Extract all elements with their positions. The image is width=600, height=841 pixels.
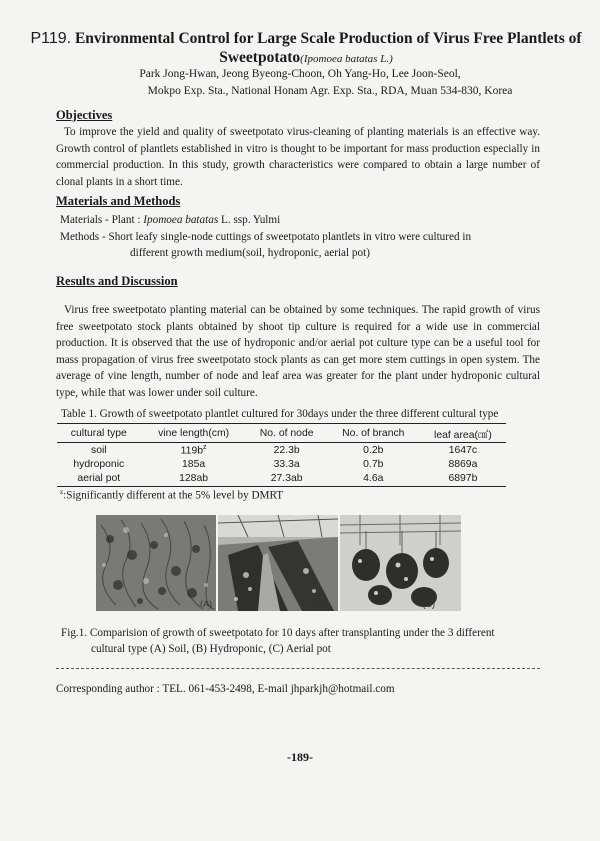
photo-soil-image	[96, 515, 216, 611]
table-cell: 128ab	[141, 472, 247, 487]
methods-label: Methods	[60, 231, 100, 243]
growth-table	[57, 423, 506, 487]
materials-rest: L. ssp. Yulmi	[218, 214, 281, 226]
paper-title	[26, 29, 586, 69]
figure-caption	[61, 625, 541, 657]
col-header-cultural-type: cultural type	[57, 424, 141, 443]
table-cell: 4.6a	[327, 472, 420, 487]
col-header-nodes: No. of node	[247, 424, 327, 443]
panel-label-c: (C)	[422, 599, 435, 609]
photo-aerial-pot-image	[340, 515, 461, 611]
materials-line	[60, 212, 540, 228]
methods-line	[60, 229, 540, 245]
table-cell: 6897b	[420, 472, 506, 487]
objectives-heading: Objectives	[56, 108, 113, 122]
materials-label: Materials	[60, 214, 103, 226]
table-cell	[141, 443, 247, 459]
title-latin-name: (Ipomoea batatas L.)	[300, 53, 393, 65]
table-cell: 33.3a	[273, 459, 300, 471]
table-cell: hydroponic	[73, 459, 125, 471]
table-cell-value: 119b	[180, 445, 203, 457]
table-cell: 185a	[182, 459, 206, 471]
table-header-row	[57, 424, 506, 443]
table-row	[57, 458, 506, 472]
table-cell: 1647c	[448, 444, 478, 456]
results-text: Virus free sweetpotato planting material can be obtained by some techniques. The rapid growth of virus free sweetpotato stock plants obtained by shoot tip culture is required for a wide use in commercial production. It is observed that the use of hydroponic and/or aerial pot culture type can be a useful tool for mass propagation of virus free sweetpotato stock plants as can get more stem cuttings in open system. The average of vine length, number of node and leaf area was greater for the plant under hydroponic cultural type, while that was lower under soil culture.	[56, 304, 540, 399]
figure-caption-line1: Fig.1. Comparision of growth of sweetpotato for 10 days after transplanting under the 3 different	[61, 627, 495, 639]
table-cell: 27.3ab	[247, 472, 327, 487]
photo-hydroponic	[218, 515, 338, 611]
footer-divider	[56, 668, 540, 669]
col-header-leaf-area: leaf area(㎠)	[420, 424, 506, 443]
photo-soil	[96, 515, 216, 611]
title-line2: Sweetpotato	[219, 49, 301, 66]
table-caption: Table 1. Growth of sweetpotato plantlet cultured for 30days under the three different cultural type	[61, 408, 499, 420]
authors: Park Jong-Hwan, Jeong Byeong-Choon, Oh Yang-Ho, Lee Joon-Seol,	[139, 68, 461, 80]
table-footnote	[60, 488, 283, 502]
table-row	[57, 472, 506, 487]
affiliation: Mokpo Exp. Sta., National Honam Agr. Exp. Sta., RDA, Muan 534-830, Korea	[147, 85, 513, 97]
table-cell: 22.3b	[273, 444, 300, 456]
col-header-vine-length: vine length(cm)	[141, 424, 247, 443]
figure-photos	[96, 515, 461, 611]
footnote-text: :Significantly different at the 5% level by DMRT	[63, 489, 284, 502]
objectives-text: To improve the yield and quality of sweetpotato virus-cleaning of planting materials is an effective way. Growth control of plantlets established in vitro is thought to be important for mass production especially in commercial production. In this study, growth characteristics were compared to obtain a large number of clonal plants in a short time.	[56, 126, 540, 188]
footnote-mark: z	[60, 488, 64, 496]
results-heading: Results and Discussion	[56, 274, 178, 288]
methods-line1: Short leafy single-node cuttings of sweetpotato plantlets in vitro were cultured in	[108, 231, 472, 243]
materials-heading: Materials and Methods	[56, 194, 181, 208]
photo-hydroponic-image	[218, 515, 338, 611]
table-cell: aerial pot	[57, 472, 141, 487]
materials-separator: - Plant :	[102, 214, 144, 226]
table-cell: soil	[91, 444, 107, 456]
panel-label-a: (A)	[200, 599, 212, 609]
figure-caption-line2: cultural type (A) Soil, (B) Hydroponic, (C) Aerial pot	[91, 643, 331, 655]
panel-label-b: (B)	[316, 599, 328, 609]
page-number: -189-	[287, 750, 313, 764]
table-cell: 0.7b	[363, 459, 384, 471]
title-line1: Environmental Control for Large Scale Production of Virus Free Plantlets of	[74, 30, 582, 47]
table-row	[57, 443, 506, 459]
corresponding-author: Corresponding author : TEL. 061-453-2498, E-mail jhparkjh@hotmail.com	[56, 683, 395, 695]
methods-line2: different growth medium(soil, hydroponic, aerial pot)	[130, 247, 370, 259]
table-cell: 0.2b	[363, 444, 384, 456]
table-cell: 8869a	[448, 459, 478, 471]
col-header-branches: No. of branch	[327, 424, 420, 443]
photo-aerial-pot	[340, 515, 461, 611]
methods-separator: -	[99, 231, 109, 243]
superscript-mark: z	[203, 444, 207, 451]
species-name: Ipomoea batatas	[143, 214, 219, 226]
poster-number: P119.	[30, 30, 72, 47]
